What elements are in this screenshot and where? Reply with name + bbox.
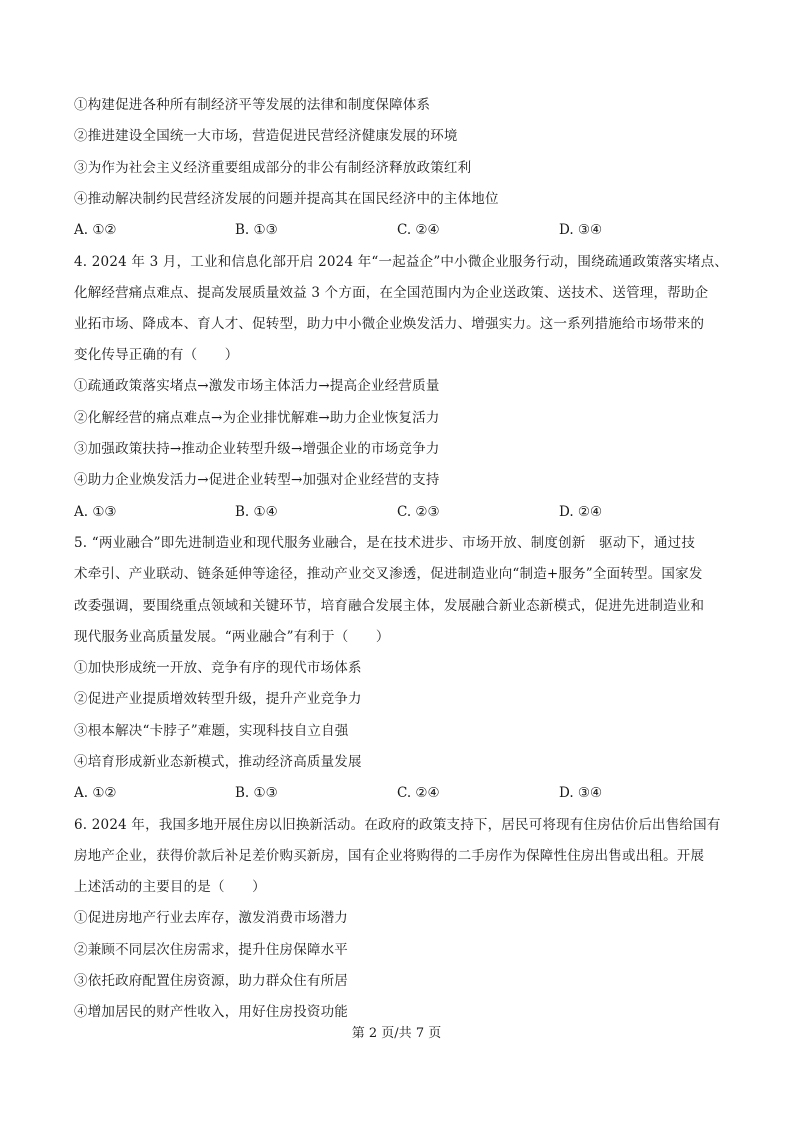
q3-option-b: B. ①③: [235, 222, 278, 238]
q3-item-2: ②推进建设全国统一大市场，营造促进民营经济健康发展的环境: [74, 128, 458, 144]
q3-option-a: A. ①②: [74, 222, 117, 238]
q5-item-1: ①加快形成统一开放、竞争有序的现代市场体系: [74, 660, 362, 676]
q5-option-a: A. ①②: [74, 785, 117, 801]
q5-option-b: B. ①③: [235, 785, 278, 801]
q5-stem-line-3: 改委强调，要围绕重点领域和关键环节，培育融合发展主体，发展融合新业态新模式，促进先进制造业和: [74, 598, 705, 614]
q6-item-4: ④增加居民的财产性收入，用好住房投资功能: [74, 1004, 348, 1020]
q4-item-2: ②化解经营的痛点难点→为企业排忧解难→助力企业恢复活力: [74, 410, 440, 426]
q5-item-4: ④培育形成新业态新模式，推动经济高质量发展: [74, 754, 362, 770]
q5-stem-line-2: 术牵引、产业联动、链条延伸等途径，推动产业交叉渗透，促进制造业向“制造+服务”全面转型。国家发: [74, 566, 703, 582]
q6-stem-line-3: 上述活动的主要目的是（ ）: [74, 879, 266, 895]
q5-item-3: ③根本解决“卡脖子”难题，实现科技自立自强: [74, 723, 349, 739]
q4-item-3: ③加强政策扶持→推动企业转型升级→增强企业的市场竞争力: [74, 441, 440, 457]
q3-option-c: C. ②④: [397, 222, 440, 238]
q5-item-2: ②促进产业提质增效转型升级，提升产业竞争力: [74, 691, 362, 707]
q4-stem-line-4: 变化传导正确的有（ ）: [74, 347, 239, 363]
q6-stem-line-1: 6. 2024 年，我国多地开展住房以旧换新活动。在政府的政策支持下，居民可将现有住房估价后出售给国有: [74, 817, 721, 833]
q5-option-c: C. ②④: [397, 785, 440, 801]
q6-item-2: ②兼顾不同层次住房需求，提升住房保障水平: [74, 942, 348, 958]
q5-stem-line-1: 5. “两业融合”即先进制造业和现代服务业融合，是在技术进步、市场开放、制度创新 驱动下，通过技: [74, 535, 696, 551]
q3-item-1: ①构建促进各种所有制经济平等发展的法律和制度保障体系: [74, 97, 431, 113]
q3-option-d: D. ③④: [559, 222, 603, 238]
q5-stem-line-4: 现代服务业高质量发展。“两业融合”有利于（ ）: [74, 629, 390, 645]
q4-option-c: C. ②③: [397, 504, 440, 520]
page-number-footer: 第 2 页/共 7 页: [351, 1026, 442, 1041]
q6-stem-line-2: 房地产企业，获得价款后补足差价购买新房，国有企业将购得的二手房作为保障性住房出售或出租。开展: [74, 848, 705, 864]
q3-item-4: ④推动解决制约民营经济发展的问题并提高其在国民经济中的主体地位: [74, 191, 499, 207]
q4-stem-line-3: 业拓市场、降成本、育人才、促转型，助力中小微企业焕发活力、增强实力。这一系列措施给市场带来的: [74, 316, 705, 332]
q4-option-b: B. ①④: [235, 504, 278, 520]
q5-option-d: D. ③④: [559, 785, 603, 801]
q4-item-4: ④助力企业焕发活力→促进企业转型→加强对企业经营的支持: [74, 472, 440, 488]
q4-option-d: D. ②④: [559, 504, 603, 520]
q4-stem-line-2: 化解经营痛点难点、提高发展质量效益 3 个方面，在全国范围内为企业送政策、送技术、送管理，帮助企: [74, 285, 709, 301]
q6-item-3: ③依托政府配置住房资源，助力群众住有所居: [74, 973, 348, 989]
q4-stem-line-1: 4. 2024 年 3 月，工业和信息化部开启 2024 年“一起益企”中小微企业服务行动，围绕疏通政策落实堵点、: [74, 254, 729, 270]
q4-item-1: ①疏通政策落实堵点→激发市场主体活力→提高企业经营质量: [74, 378, 440, 394]
q3-item-3: ③为作为社会主义经济重要组成部分的非公有制经济释放政策红利: [74, 160, 472, 176]
q6-item-1: ①促进房地产行业去库存，激发消费市场潜力: [74, 910, 348, 926]
q4-option-a: A. ①③: [74, 504, 117, 520]
